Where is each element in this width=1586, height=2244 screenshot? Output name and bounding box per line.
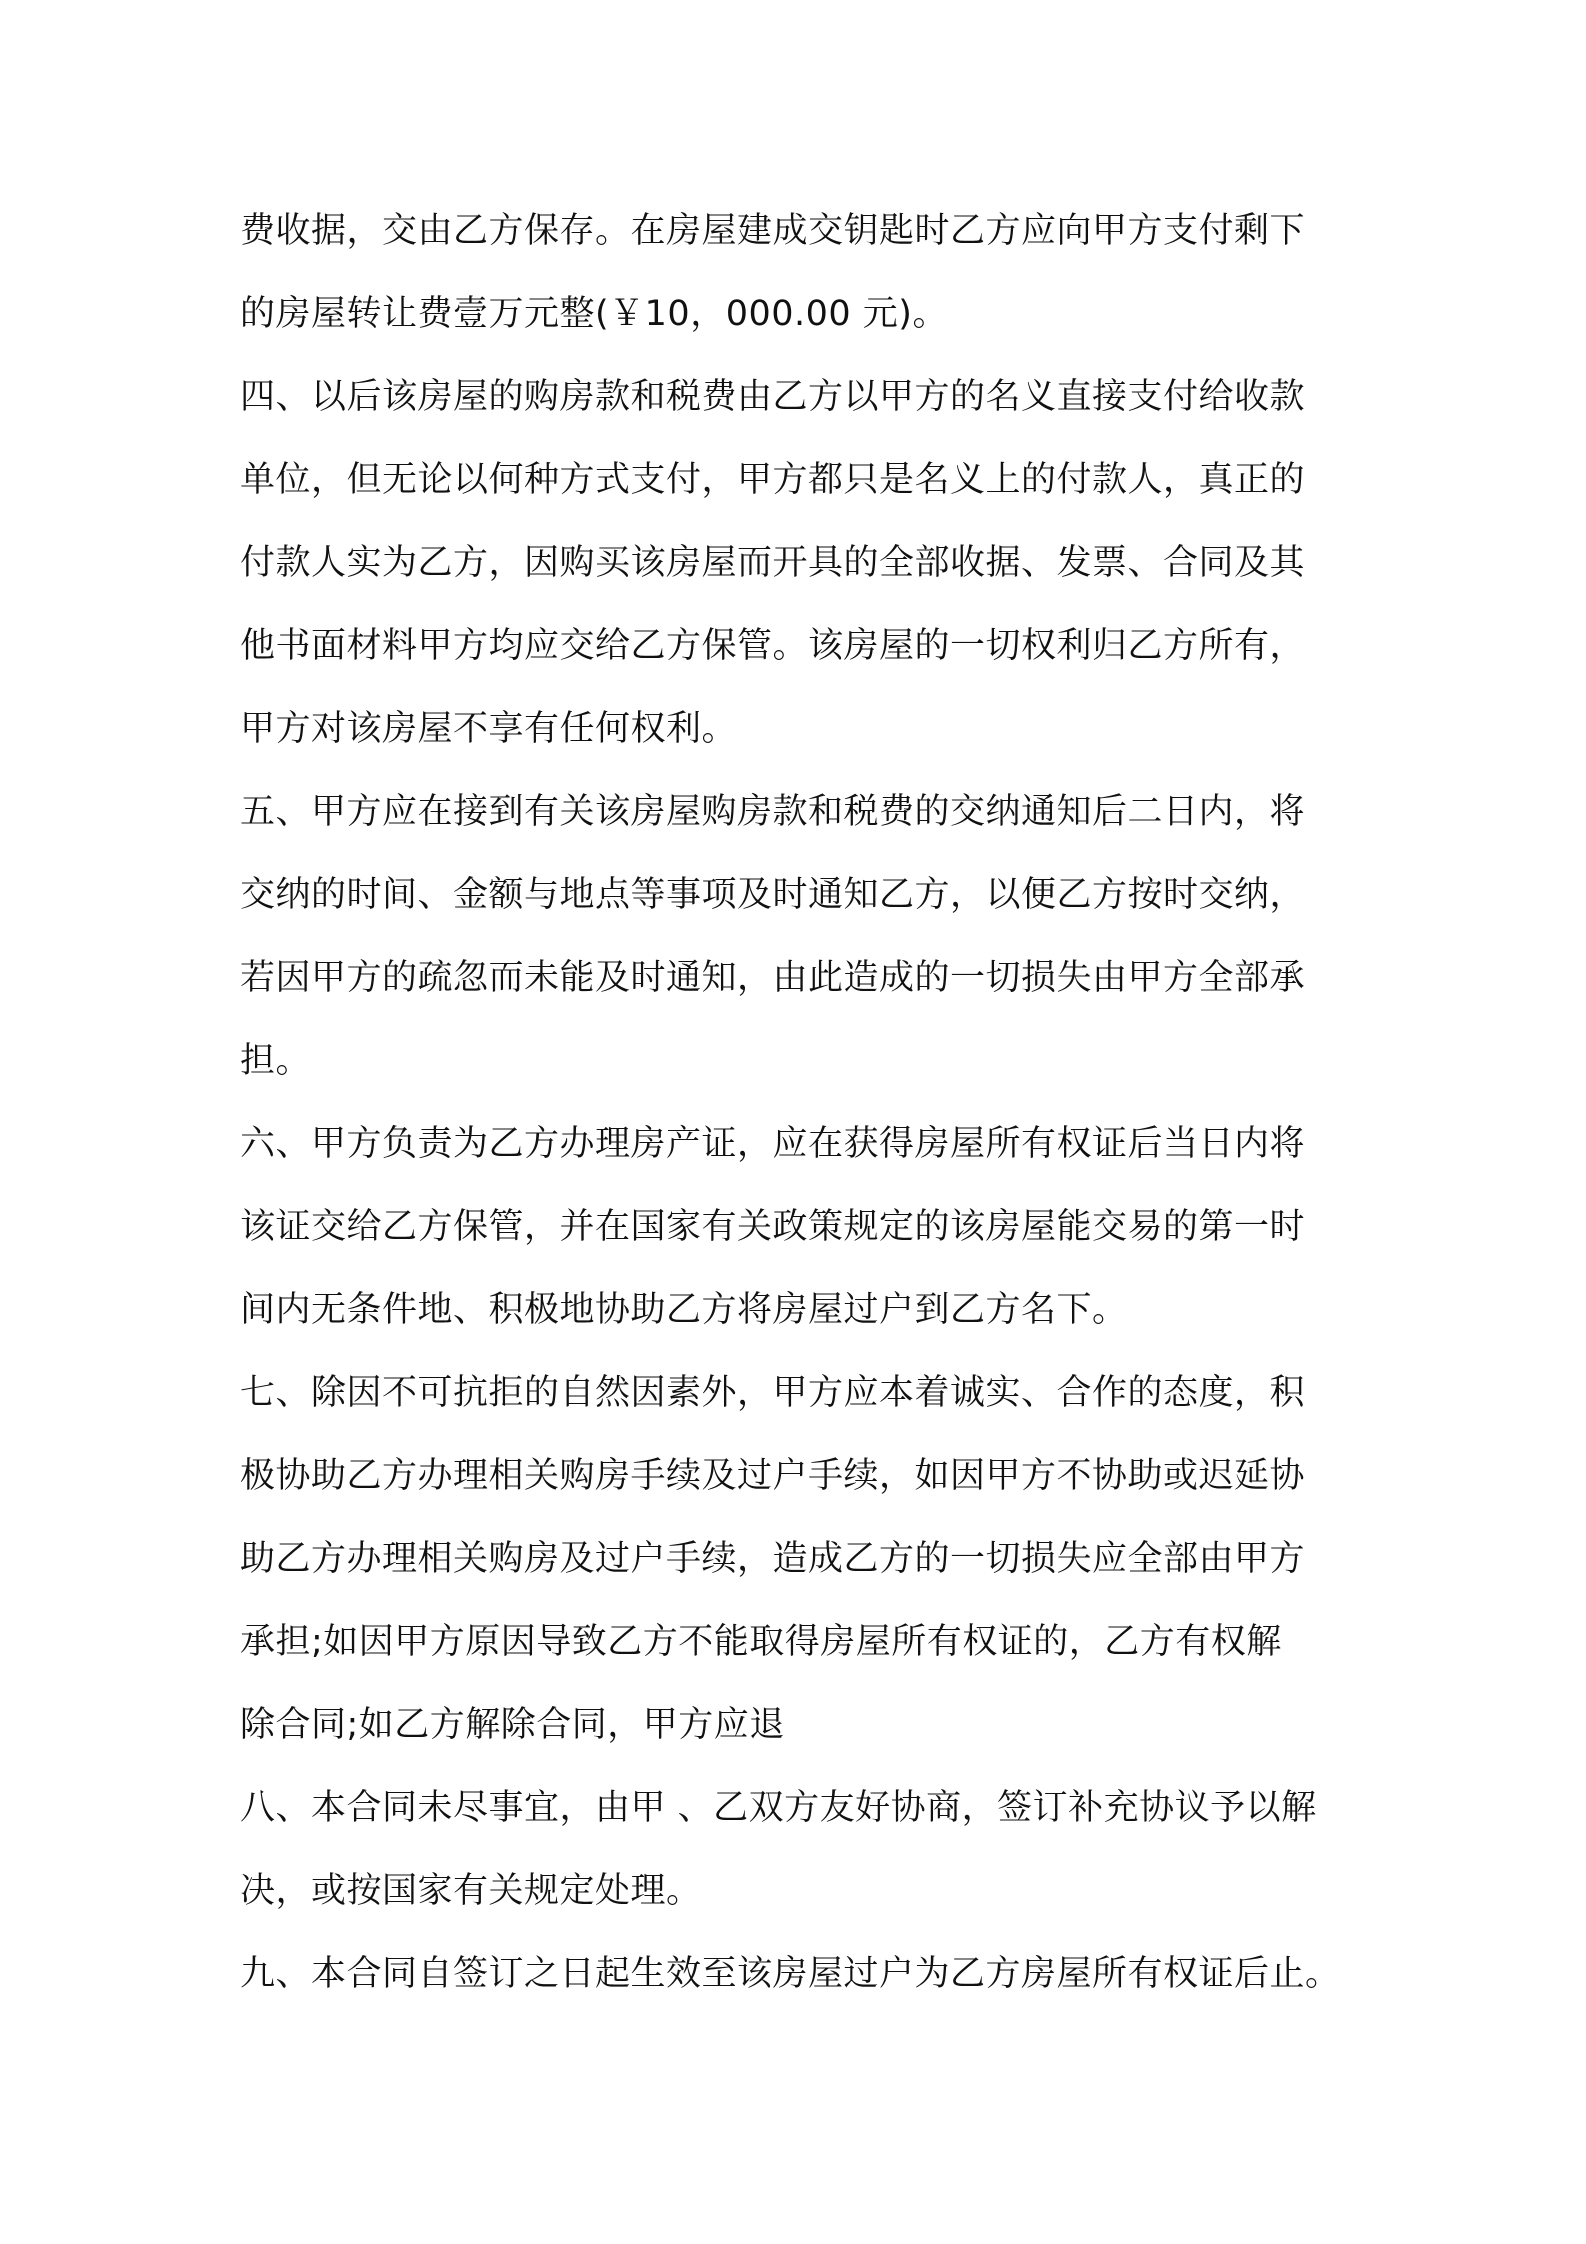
clause-7-line: 七、除因不可抗拒的自然因素外，甲方应本着诚实、合作的态度，积 bbox=[240, 1373, 1306, 1413]
text-line: 助乙方办理相关购房及过户手续，造成乙方的一切损失应全部由甲方 bbox=[240, 1539, 1306, 1579]
clause-9-line: 九、本合同自签订之日起生效至该房屋过户为乙方房屋所有权证后止。 bbox=[240, 1954, 1341, 1994]
clause-8-line: 八、本合同未尽事宜，由甲 、乙双方友好协商，签订补充协议予以解 bbox=[240, 1788, 1317, 1828]
text-line: 若因甲方的疏忽而未能及时通知，由此造成的一切损失由甲方全部承 bbox=[240, 958, 1306, 998]
text-line: 他书面材料甲方均应交给乙方保管。该房屋的一切权利归乙方所有， bbox=[240, 626, 1306, 666]
clause-5-line: 五、甲方应在接到有关该房屋购房款和税费的交纳通知后二日内，将 bbox=[240, 792, 1306, 832]
text-line: 承担;如因甲方原因导致乙方不能取得房屋所有权证的，乙方有权解 bbox=[240, 1622, 1282, 1662]
text-line: 甲方对该房屋不享有任何权利。 bbox=[240, 709, 738, 749]
text-line: 极协助乙方办理相关购房手续及过户手续，如因甲方不协助或迟延协 bbox=[240, 1456, 1306, 1496]
text-line: 担。 bbox=[240, 1041, 312, 1081]
clause-4-line: 四、以后该房屋的购房款和税费由乙方以甲方的名义直接支付给收款 bbox=[240, 377, 1306, 417]
text-line: 的房屋转让费壹万元整(￥10，000.00 元)。 bbox=[240, 294, 948, 334]
clause-6-line: 六、甲方负责为乙方办理房产证，应在获得房屋所有权证后当日内将 bbox=[240, 1124, 1306, 1164]
text-line: 该证交给乙方保管，并在国家有关政策规定的该房屋能交易的第一时 bbox=[240, 1207, 1306, 1247]
text-line: 费收据，交由乙方保存。在房屋建成交钥匙时乙方应向甲方支付剩下 bbox=[240, 211, 1306, 251]
text-line: 除合同;如乙方解除合同，甲方应退 bbox=[240, 1705, 785, 1745]
text-line: 付款人实为乙方，因购买该房屋而开具的全部收据、发票、合同及其 bbox=[240, 543, 1306, 583]
text-line: 单位，但无论以何种方式支付，甲方都只是名义上的付款人，真正的 bbox=[240, 460, 1306, 500]
text-line: 间内无条件地、积极地协助乙方将房屋过户到乙方名下。 bbox=[240, 1290, 1128, 1330]
document-body bbox=[240, 190, 1360, 2016]
text-line: 交纳的时间、金额与地点等事项及时通知乙方，以便乙方按时交纳， bbox=[240, 875, 1306, 915]
text-line: 决，或按国家有关规定处理。 bbox=[240, 1871, 702, 1911]
